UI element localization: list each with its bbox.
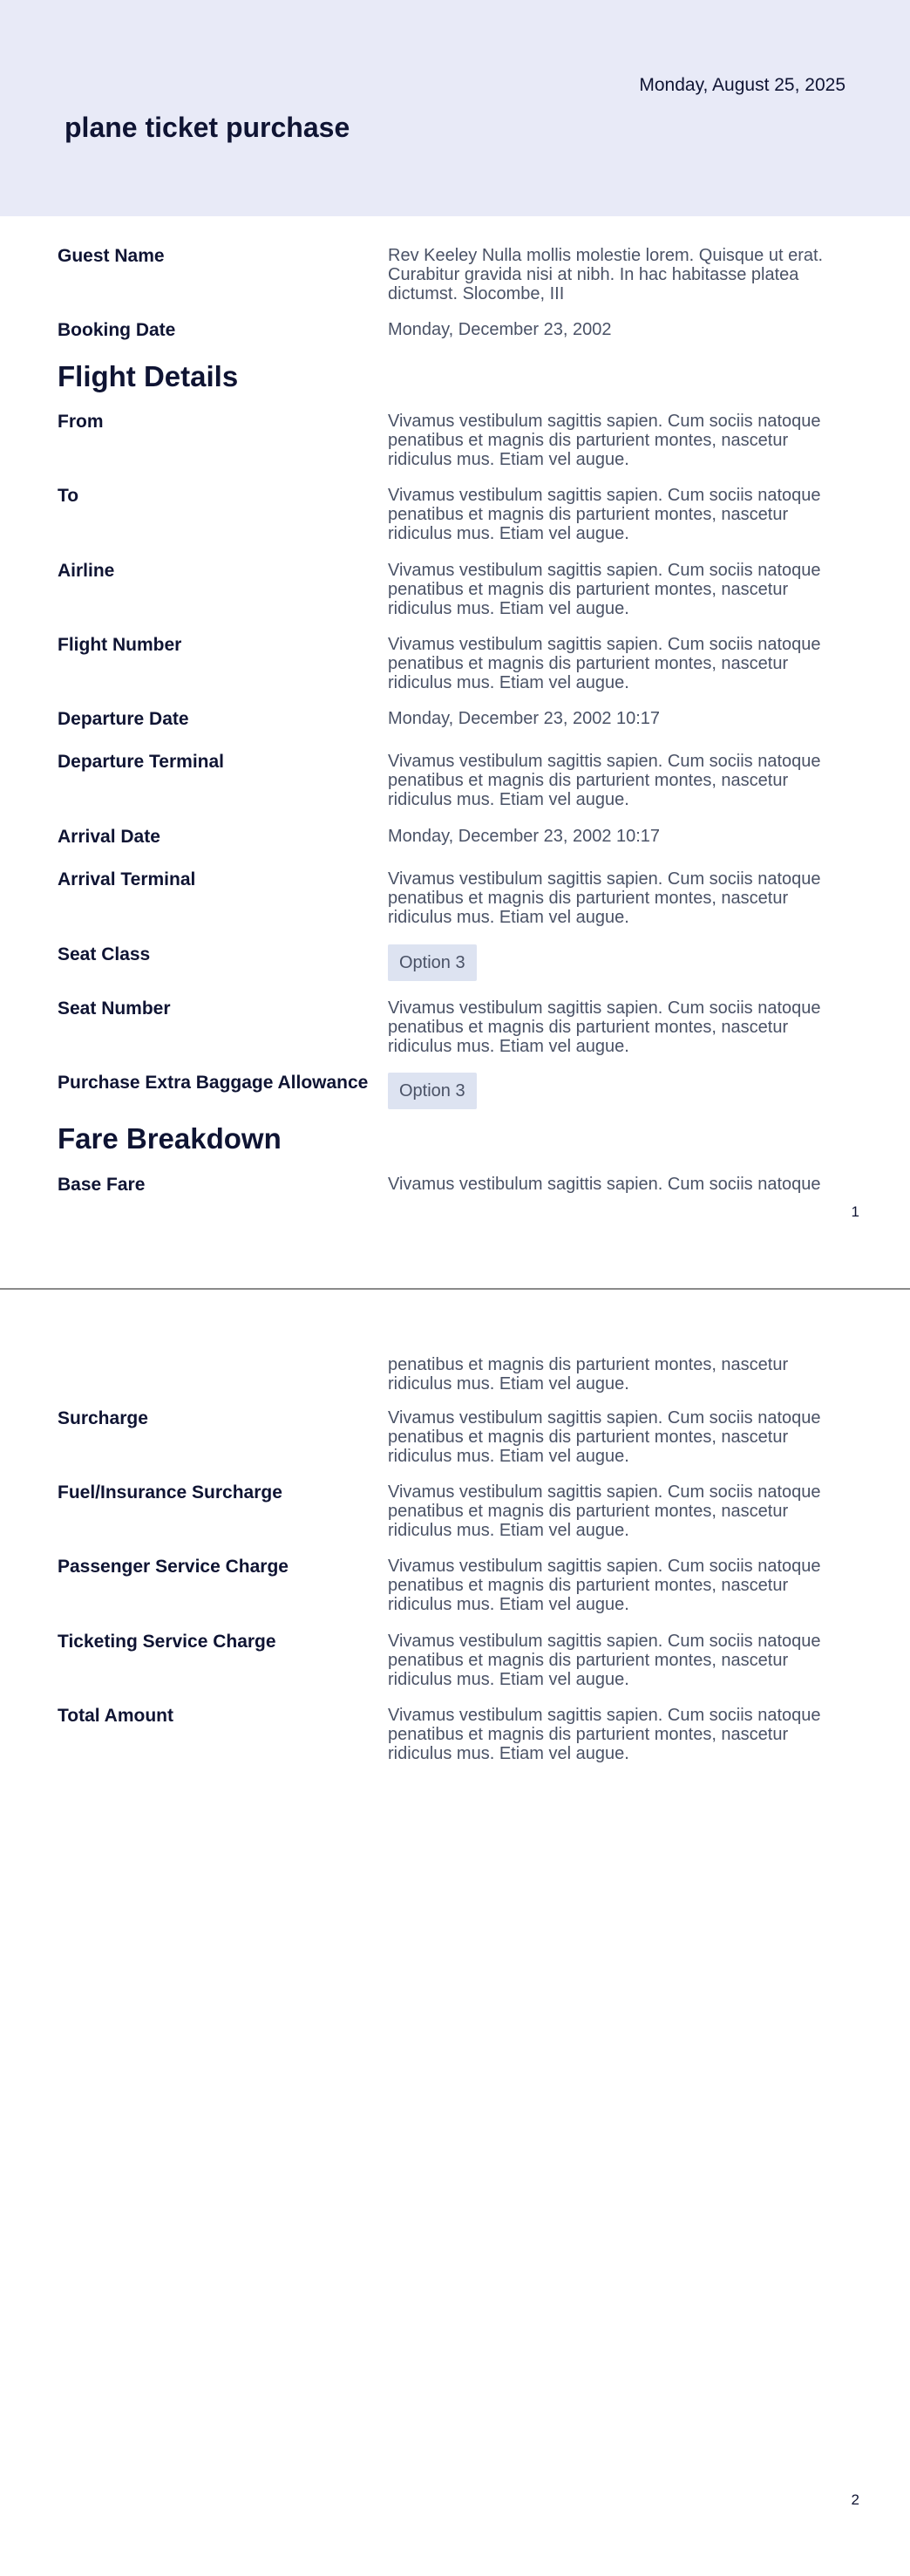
section-title-fare-breakdown: Fare Breakdown <box>58 1122 282 1155</box>
field-value: Vivamus vestibulum sagittis sapien. Cum sociis natoque penatibus et magnis dis parturient montes, nascetur ridiculus mus. Etiam vel augue. <box>388 998 821 1056</box>
field-value: Vivamus vestibulum sagittis sapien. Cum sociis natoque penatibus et magnis dis parturient montes, nascetur ridiculus mus. Etiam vel augue. <box>388 412 821 469</box>
seat-class-option-chip: Option 3 <box>388 944 477 981</box>
field-label: Arrival Date <box>58 827 160 847</box>
field-label: Flight Number <box>58 635 182 655</box>
field-label: Fuel/Insurance Surcharge <box>58 1482 282 1503</box>
page-2 <box>0 1290 910 2576</box>
section-title-flight-details: Flight Details <box>58 360 239 392</box>
field-value: penatibus et magnis dis parturient montes, nascetur ridiculus mus. Etiam vel augue. <box>388 1355 789 1394</box>
field-label: Total Amount <box>58 1706 173 1726</box>
field-value: Vivamus vestibulum sagittis sapien. Cum sociis natoque penatibus et magnis dis parturient montes, nascetur ridiculus mus. Etiam vel augue. <box>388 869 821 927</box>
field-label: Guest Name <box>58 246 165 266</box>
field-value: Vivamus vestibulum sagittis sapien. Cum sociis natoque penatibus et magnis dis parturient montes, nascetur ridiculus mus. Etiam vel augue. <box>388 1557 821 1614</box>
field-value: Vivamus vestibulum sagittis sapien. Cum sociis natoque penatibus et magnis dis parturient montes, nascetur ridiculus mus. Etiam vel augue. <box>388 1408 821 1466</box>
field-value: Vivamus vestibulum sagittis sapien. Cum sociis natoque penatibus et magnis dis parturient montes, nascetur ridiculus mus. Etiam vel augue. <box>388 1632 821 1689</box>
field-value: Rev Keeley Nulla mollis molestie lorem. Quisque ut erat. Curabitur gravida nisi at nibh. In hac habitasse platea dictumst. Slocombe, III <box>388 246 824 303</box>
field-value <box>388 1073 850 1109</box>
document-title: plane ticket purchase <box>65 112 350 143</box>
field-value: Vivamus vestibulum sagittis sapien. Cum sociis natoque penatibus et magnis dis parturient montes, nascetur ridiculus mus. Etiam vel augue. <box>388 561 821 618</box>
field-label: Passenger Service Charge <box>58 1557 289 1577</box>
document-date: Monday, August 25, 2025 <box>639 75 845 95</box>
field-label: Booking Date <box>58 320 176 340</box>
field-label: To <box>58 486 79 506</box>
field-value: Monday, December 23, 2002 10:17 <box>388 709 661 728</box>
field-value: Monday, December 23, 2002 10:17 <box>388 827 661 846</box>
field-value: Vivamus vestibulum sagittis sapien. Cum sociis natoque penatibus et magnis dis parturient montes, nascetur ridiculus mus. Etiam vel augue. <box>388 1482 821 1540</box>
field-label: Base Fare <box>58 1175 146 1195</box>
header-band <box>0 0 910 216</box>
page-number: 2 <box>851 2491 859 2508</box>
field-label: From <box>58 412 104 432</box>
field-value <box>388 944 850 981</box>
field-label: Arrival Terminal <box>58 869 196 889</box>
field-value: Vivamus vestibulum sagittis sapien. Cum sociis natoque penatibus et magnis dis parturient montes, nascetur ridiculus mus. Etiam vel augue. <box>388 486 821 543</box>
field-value: Vivamus vestibulum sagittis sapien. Cum sociis natoque penatibus et magnis dis parturient montes, nascetur ridiculus mus. Etiam vel augue. <box>388 1706 821 1763</box>
field-label: Seat Number <box>58 998 171 1019</box>
page-number: 1 <box>851 1203 859 1220</box>
field-label: Airline <box>58 561 115 581</box>
field-value: Vivamus vestibulum sagittis sapien. Cum sociis natoque penatibus et magnis dis parturient montes, nascetur ridiculus mus. Etiam vel augue. <box>388 635 821 692</box>
field-label: Seat Class <box>58 944 151 964</box>
field-value: Monday, December 23, 2002 <box>388 320 612 339</box>
field-label: Departure Date <box>58 709 189 729</box>
field-value: Vivamus vestibulum sagittis sapien. Cum sociis natoque penatibus et magnis dis parturient montes, nascetur ridiculus mus. Etiam vel augue. <box>388 752 821 809</box>
field-label: Surcharge <box>58 1408 148 1428</box>
baggage-option-chip: Option 3 <box>388 1073 477 1109</box>
field-label: Ticketing Service Charge <box>58 1632 276 1652</box>
field-label: Purchase Extra Baggage Allowance <box>58 1073 369 1093</box>
field-label: Departure Terminal <box>58 752 224 772</box>
field-value: Vivamus vestibulum sagittis sapien. Cum sociis natoque <box>388 1175 821 1194</box>
